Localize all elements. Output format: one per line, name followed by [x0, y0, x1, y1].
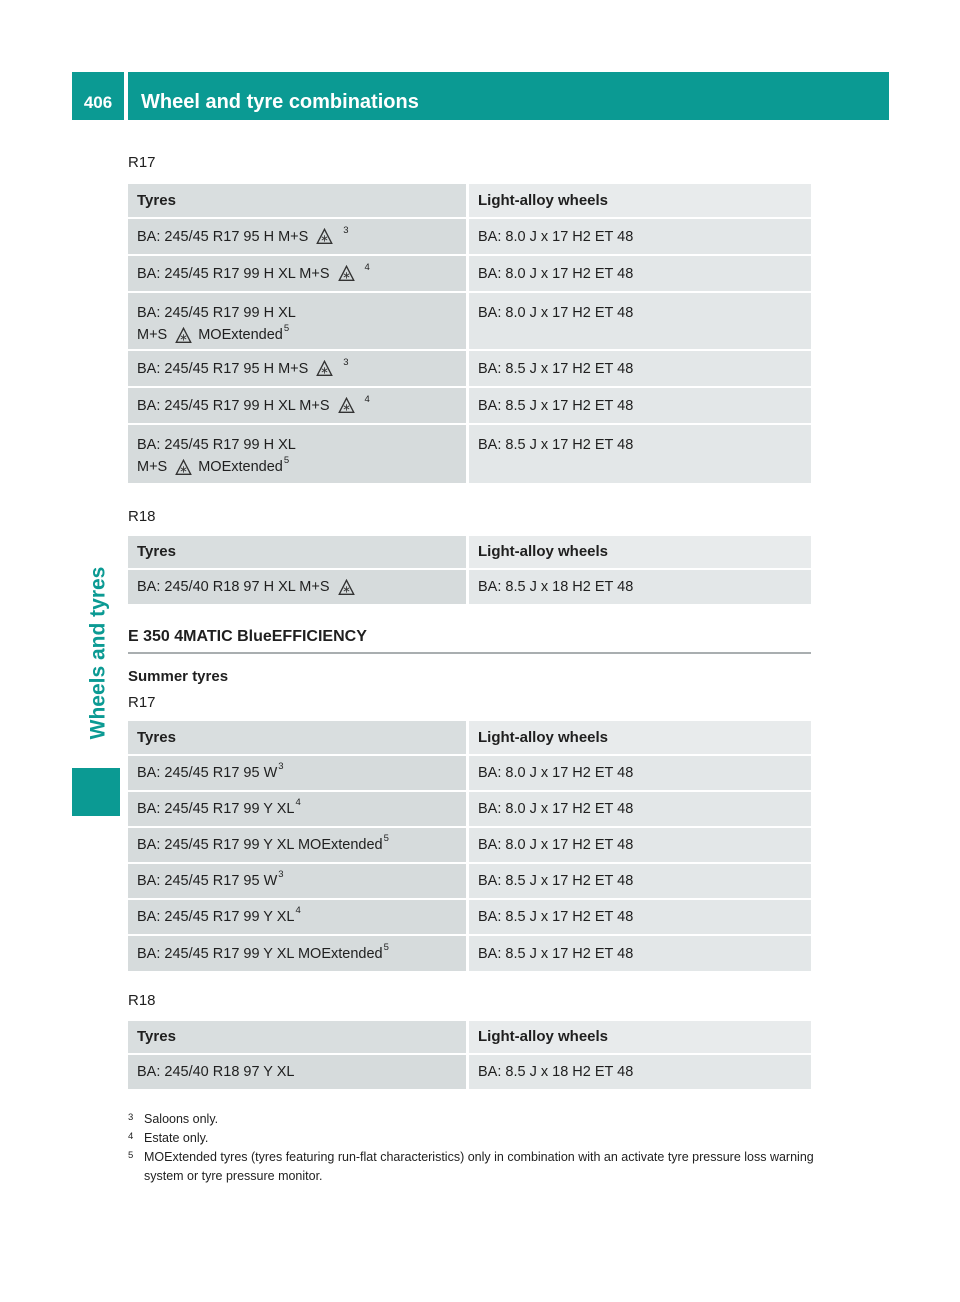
footnote-ref: 5 — [383, 941, 389, 953]
tyre-spec: BA: 245/45 R17 99 Y XL — [137, 909, 295, 925]
tyre-cell — [128, 293, 466, 349]
tyre-spec: BA: 245/45 R17 99 H XL M+S — [137, 265, 330, 282]
tyre-spec: BA: 245/45 R17 95 H M+S — [137, 360, 309, 377]
footnote — [128, 1148, 818, 1186]
footnote-number: 5 — [128, 1150, 134, 1161]
section-label-r17: R17 — [128, 154, 156, 171]
tyre-spec: BA: 245/45 R17 95 W — [137, 765, 278, 781]
table-row — [128, 388, 811, 425]
wheel-cell: BA: 8.5 J x 17 H2 ET 48 — [466, 936, 811, 971]
footnote-ref: 4 — [364, 393, 370, 405]
footnote-ref: 5 — [283, 323, 290, 334]
page-header — [72, 72, 889, 120]
table-row — [128, 900, 811, 936]
tyre-cell — [128, 756, 466, 790]
snowflake-mountain-icon — [175, 327, 192, 344]
tyre-spec: BA: 245/45 R17 99 H XL — [137, 305, 296, 321]
tyre-cell — [128, 219, 466, 254]
tyre-cell — [128, 570, 466, 604]
wheel-cell: BA: 8.5 J x 17 H2 ET 48 — [466, 864, 811, 898]
side-tab-label: Wheels and tyres — [86, 566, 110, 740]
column-header-wheels: Light-alloy wheels — [466, 536, 811, 568]
page-title: Wheel and tyre combinations — [128, 72, 889, 120]
table-row — [128, 219, 811, 256]
wheel-cell: BA: 8.0 J x 17 H2 ET 48 — [466, 828, 811, 862]
table-header-row — [128, 721, 811, 756]
tyre-spec-suffix: MOExtended — [198, 459, 283, 475]
section-label-r18: R18 — [128, 992, 156, 1009]
footnote — [128, 1129, 818, 1148]
tyre-cell — [128, 256, 466, 291]
table-row — [128, 256, 811, 293]
column-header-wheels: Light-alloy wheels — [466, 721, 811, 754]
snowflake-mountain-icon — [338, 579, 355, 596]
tyre-table-r18-a — [128, 536, 811, 604]
table-row — [128, 425, 811, 483]
tyre-cell — [128, 792, 466, 826]
tyre-cell — [128, 864, 466, 898]
wheel-cell: BA: 8.5 J x 18 H2 ET 48 — [466, 1055, 811, 1089]
wheel-cell: BA: 8.0 J x 17 H2 ET 48 — [466, 256, 811, 291]
tyre-spec: BA: 245/45 R17 99 Y XL MOExtended — [137, 945, 383, 962]
tyre-cell: BA: 245/40 R18 97 Y XL — [128, 1055, 466, 1089]
footnotes — [128, 1110, 818, 1186]
footnote-ref: 5 — [383, 833, 389, 844]
column-header-tyres: Tyres — [128, 721, 466, 754]
snowflake-mountain-icon — [316, 228, 333, 245]
footnote-ref: 3 — [278, 869, 284, 880]
tyre-spec: BA: 245/40 R18 97 H XL M+S — [137, 579, 330, 595]
section-label-r18: R18 — [128, 508, 156, 525]
table-row — [128, 936, 811, 971]
column-header-tyres: Tyres — [128, 1021, 466, 1053]
table-row — [128, 570, 811, 604]
footnote-ref: 4 — [295, 797, 301, 808]
tyre-cell — [128, 388, 466, 423]
tyre-spec-cont: M+S — [137, 459, 168, 475]
tyre-table-r17-b — [128, 721, 811, 971]
snowflake-mountain-icon — [338, 397, 355, 414]
wheel-cell: BA: 8.0 J x 17 H2 ET 48 — [466, 293, 811, 349]
column-header-tyres: Tyres — [128, 536, 466, 568]
footnote-ref: 4 — [295, 905, 301, 916]
footnote — [128, 1110, 818, 1129]
footnote-ref: 3 — [343, 224, 349, 236]
model-heading: E 350 4MATIC BlueEFFICIENCY — [128, 628, 811, 654]
footnote-ref: 5 — [283, 455, 290, 466]
tyre-spec-cont: M+S — [137, 327, 168, 343]
wheel-cell: BA: 8.5 J x 17 H2 ET 48 — [466, 351, 811, 386]
wheel-cell: BA: 8.0 J x 17 H2 ET 48 — [466, 219, 811, 254]
footnote-text: MOExtended tyres (tyres featuring run-flat characteristics) only in combination with an activate tyre pressure loss warning system or tyre pressure monitor. — [144, 1150, 814, 1183]
tyre-cell — [128, 828, 466, 862]
footnote-text: Saloons only. — [144, 1112, 219, 1126]
section-label-r17: R17 — [128, 694, 156, 711]
page-number: 406 — [72, 72, 124, 120]
side-tab-label-wrap — [84, 548, 112, 758]
table-row — [128, 756, 811, 792]
tyre-cell — [128, 936, 466, 971]
tyre-spec: BA: 245/45 R17 99 H XL M+S — [137, 397, 330, 414]
wheel-cell: BA: 8.5 J x 17 H2 ET 48 — [466, 388, 811, 423]
column-header-wheels: Light-alloy wheels — [466, 184, 811, 217]
tyre-table-r17-a — [128, 184, 811, 483]
table-row — [128, 864, 811, 900]
snowflake-mountain-icon — [338, 265, 355, 282]
wheel-cell: BA: 8.5 J x 18 H2 ET 48 — [466, 570, 811, 604]
table-header-row — [128, 184, 811, 219]
table-row — [128, 1055, 811, 1089]
side-tab-marker — [72, 768, 120, 816]
footnote-text: Estate only. — [144, 1131, 209, 1145]
tyre-spec: BA: 245/45 R17 99 H XL — [137, 437, 296, 453]
footnote-ref: 3 — [343, 356, 349, 368]
table-row — [128, 293, 811, 351]
summer-tyres-heading: Summer tyres — [128, 668, 229, 685]
tyre-spec: BA: 245/45 R17 99 Y XL — [137, 801, 295, 817]
footnote-ref: 3 — [278, 761, 284, 772]
wheel-cell: BA: 8.0 J x 17 H2 ET 48 — [466, 756, 811, 790]
table-header-row — [128, 536, 811, 570]
column-header-wheels: Light-alloy wheels — [466, 1021, 811, 1053]
column-header-tyres: Tyres — [128, 184, 466, 217]
wheel-cell: BA: 8.5 J x 17 H2 ET 48 — [466, 425, 811, 483]
table-row — [128, 792, 811, 828]
footnote-ref: 4 — [364, 261, 370, 273]
snowflake-mountain-icon — [175, 459, 192, 476]
footnote-number: 4 — [128, 1131, 134, 1142]
tyre-spec: BA: 245/45 R17 99 Y XL MOExtended — [137, 837, 383, 853]
tyre-table-r18-b — [128, 1021, 811, 1089]
table-row — [128, 828, 811, 864]
tyre-cell — [128, 900, 466, 934]
tyre-spec: BA: 245/45 R17 95 W — [137, 873, 278, 889]
footnote-number: 3 — [128, 1112, 134, 1123]
snowflake-mountain-icon — [316, 360, 333, 377]
tyre-cell — [128, 351, 466, 386]
tyre-spec: BA: 245/45 R17 95 H M+S — [137, 228, 309, 245]
tyre-cell — [128, 425, 466, 483]
table-header-row — [128, 1021, 811, 1055]
wheel-cell: BA: 8.0 J x 17 H2 ET 48 — [466, 792, 811, 826]
tyre-spec-suffix: MOExtended — [198, 327, 283, 343]
table-row — [128, 351, 811, 388]
wheel-cell: BA: 8.5 J x 17 H2 ET 48 — [466, 900, 811, 934]
